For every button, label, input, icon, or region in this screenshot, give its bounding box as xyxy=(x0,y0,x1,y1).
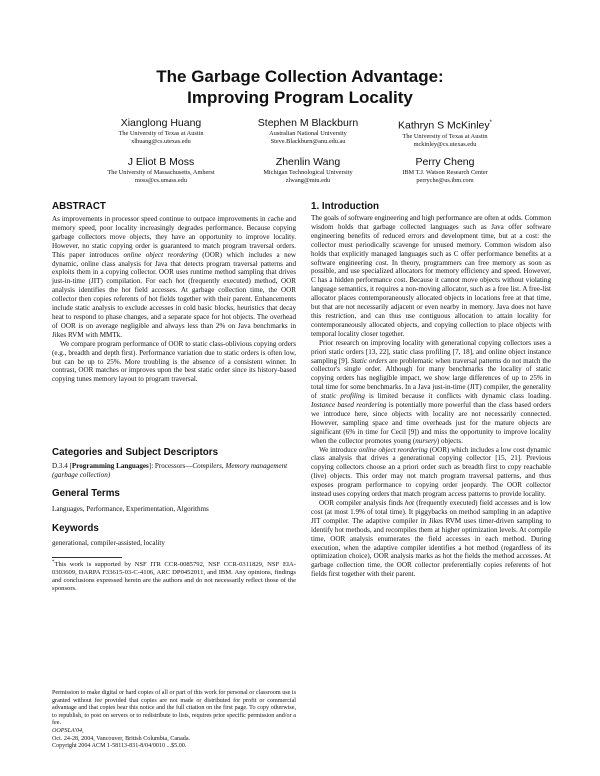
author-name: Stephen M Blackburn xyxy=(257,117,359,129)
abstract-body xyxy=(52,215,296,384)
author-affiliation: Australian National University xyxy=(269,130,347,137)
author-email: zlwang@mtu.edu xyxy=(285,177,331,184)
categories-heading: Categories and Subject Descriptors xyxy=(52,447,219,458)
author-block xyxy=(370,117,520,149)
author-name: Zhenlin Wang xyxy=(275,156,341,168)
author-footnote-mark: * xyxy=(489,120,492,126)
abstract-heading: ABSTRACT xyxy=(52,201,106,212)
author-email: moss@cs.umass.edu xyxy=(135,177,187,184)
author-name: J Eliot B Moss xyxy=(127,156,195,168)
author-affiliation: The University of Texas at Austin xyxy=(402,132,488,140)
author-affiliation: The University of Massachusetts, Amherst xyxy=(107,169,215,176)
introduction-heading: 1. Introduction xyxy=(311,201,380,212)
author-block xyxy=(370,156,520,185)
introduction-body xyxy=(311,214,551,579)
intro-paragraph: OOR compiler analysis finds hot (frequently executed) field accesses and is low cost (at most 1.9% of total time). It piggybacks on method sampling in an adaptive JIT compiler. The adaptive compiler in Jikes RVM uses timer-driven sampling to identify hot methods, and recompiles them at higher optimization levels. At compile time, OOR analysis enumerates the field accesses in each method. During execution, when the adaptive compiler identifies a hot method (regardless of its optimization choice), OOR analysis marks as hot the fields the method accesses. At garbage collection time, the OOR collector preferentially copies referents of hot fields first together with their parent. xyxy=(311,499,551,579)
categories-text: D.3.4 [Programming Languages]: Processors—Compilers, Memory management (garbage collection) xyxy=(52,462,288,479)
author-block xyxy=(86,117,236,146)
keywords-heading: Keywords xyxy=(52,523,99,534)
abstract-paragraph: We compare program performance of OOR to static class-oblivious copying orders (e.g., breadth and depth first). Performance variation due to static orders is often low, but can be up to 25%. More troubling is the absence of a consistent winner. In contrast, OOR matches or improves upon the best static order since its history-based copying tunes memory layout to program traversal. xyxy=(52,339,296,384)
author-email: Steve.Blackburn@anu.edu.au xyxy=(270,138,346,145)
intro-paragraph: Prior research on improving locality with generational copying collectors uses a priori static orders [13, 22], static class profiling [7, 18], and online object instance sampling [9]. Static orders are problematic when traversal patterns do not match the collector's single order. Although for many benchmarks the locality of static copying orders has negligible impact, we show large differences of up to 25% in total time for some benchmarks. In a Java just-in-time (JIT) compiler, the generality of static profiling is limited because it conflicts with dynamic class loading. Instance based reordering is potentially more powerful than the class based orders we introduce here, since objects with locality are not necessarily connected. However, sampling space and time overheads just for the mature objects are significant (6% in time for Cecil [9]) and miss the opportunity to improve locality when the collector promotes young (nursery) objects. xyxy=(311,338,552,445)
title-line-2: Improving Program Locality xyxy=(187,88,413,107)
intro-paragraph: The goals of software engineering and high performance are often at odds. Common wisdom holds that garbage collected languages such as Java offer software engineering benefits of reduced errors and development time, but at a cost: the collector must periodically scavenge for unused memory. Common wisdom also holds that explicitly managed languages such as C offer performance benefits at a software engineering cost. In theory, programmers can free memory as soon as possible, and use specialized allocators for memory efficiency and speed. However, C has a hidden performance cost. Because it cannot move objects without violating language semantics, it requires a non-moving allocator, such as a free list. A free-list allocator places contemporaneously allocated objects in locations free at that time, but that are not necessarily adjacent or even nearby in memory. Java does not have this restriction, and can thus use contiguous allocation to attain locality for contemporaneously allocated objects, and copying collection to place objects with temporal locality closer together. xyxy=(311,214,551,338)
abstract-paragraph: As improvements in processor speed continue to outpace improvements in cache and memory speed, poor locality increasingly degrades performance. Because copying garbage collectors move objects, they have an opportunity to improve locality. However, no static copying order is guaranteed to match program traversal orders. This paper introduces online object reordering (OOR) which includes a new dynamic, online class analysis for Java that detects program traversal patterns and exploits them in a copying collector. OOR uses runtime method sampling that drives just-in-time (JIT) compilation. For each hot (frequently executed) method, OOR analysis identifies the hot field accesses. At garbage collection time, the OOR collector then copies referents of hot fields together with their parent. Enhancements include static analysis to exclude accesses in cold basic blocks, heuristics that decay heat to respond to phase changes, and a separate space for hot objects. The overhead of OOR is on average negligible and always less than 2% on Java benchmarks in Jikes RVM with MMTk. xyxy=(52,215,297,339)
keywords-text: generational, compiler-assisted, locality xyxy=(52,539,165,547)
author-email: mckinley@cs.utexas.edu xyxy=(413,140,477,148)
author-email: perryche@us.ibm.com xyxy=(416,177,474,184)
author-block xyxy=(233,117,383,146)
footnote-rule xyxy=(52,557,122,558)
author-email: xlhuang@cs.utexas.edu xyxy=(131,138,191,145)
author-block xyxy=(86,156,236,185)
author-name: Kathryn S McKinley* xyxy=(398,119,492,132)
title-line-1: The Garbage Collection Advantage: xyxy=(156,67,444,86)
author-block xyxy=(233,156,383,185)
author-affiliation: Michigan Technological University xyxy=(263,169,353,176)
paper-title xyxy=(60,66,540,108)
author-name: Xianglong Huang xyxy=(120,117,202,129)
intro-paragraph: We introduce online object reordering (OOR) which includes a low cost dynamic class analysis that drives a generational copying collector [15, 21]. Previous copying collectors choose an a priori order such as breadth first to copy reachable (live) objects. This order may not match program traversal patterns, and thus exposes program performance to copying order jeopardy. The OOR collector instead uses copying orders that match program access patterns to provide locality. xyxy=(311,445,551,499)
general-terms-heading: General Terms xyxy=(52,488,120,499)
author-name: Perry Cheng xyxy=(415,156,475,168)
footnote: *This work is supported by NSF ITR CCR-0085792, NSF CCR-0311829, NSF EIA-0303609, DARPA F33615-03-C-4106, ARC DP0452011, and IBM. Any opinions, findings and conclusions expressed herein are the authors and do not necessarily reflect those of the sponsors. xyxy=(52,560,296,593)
general-terms-text: Languages, Performance, Experimentation, Algorithms xyxy=(52,505,209,513)
author-affiliation: The University of Texas at Austin xyxy=(118,130,204,137)
permission-notice: Permission to make digital or hard copies of all or part of this work for personal or classroom use is granted without fee provided that copies are not made or distributed for profit or commercial advantage and that copies bear this notice and the full citation on the first page. To copy otherwise, to republish, to post on servers or to redistribute to lists, requires prior specific permission and/or a fee. OOPSLA'04, Oct. 24-28, 2004, Vancouver, British Columbia, Canada. Copyright 2004 ACM 1-58113-831-8/04/0010 ...$5.00. xyxy=(52,690,296,750)
author-affiliation: IBM T.J. Watson Research Center xyxy=(402,169,488,176)
